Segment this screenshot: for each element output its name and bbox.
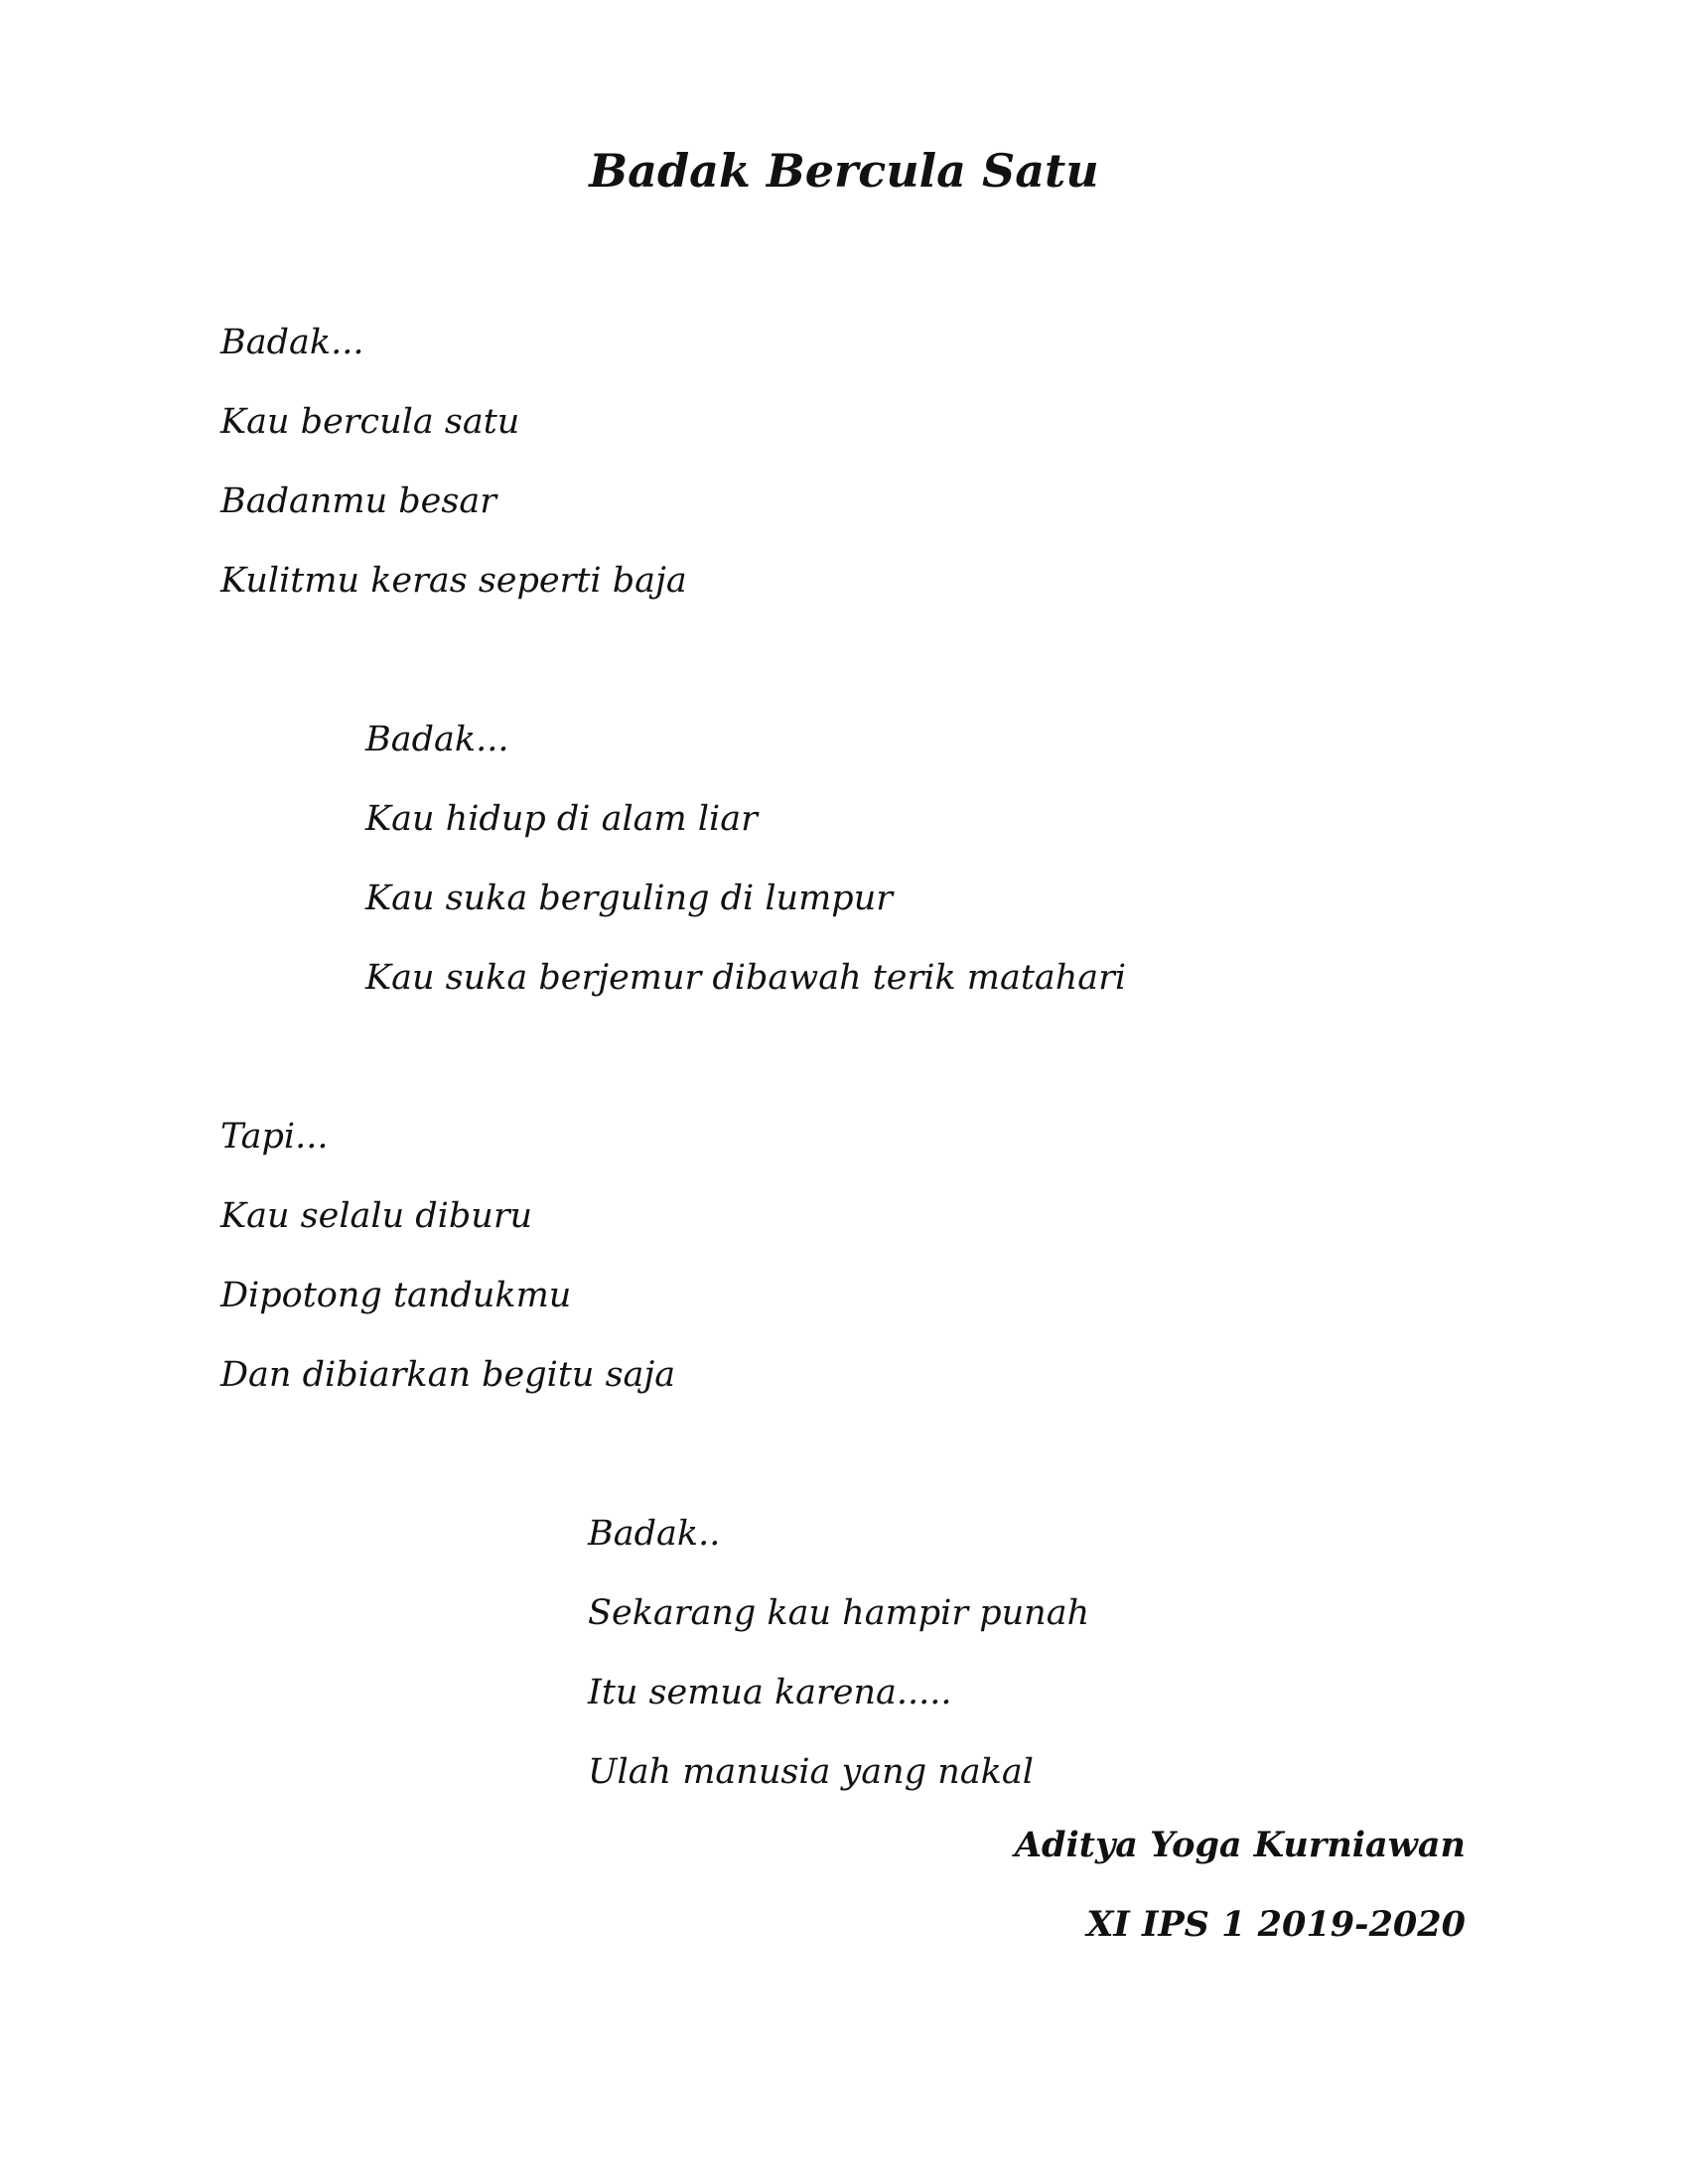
poem-line: Kulitmu keras seperti baja — [220, 561, 687, 601]
poem-line: Tapi... — [220, 1117, 329, 1157]
poem-line: Kau suka berjemur dibawah terik matahari — [365, 958, 1127, 998]
poem-line: Kau bercula satu — [220, 402, 520, 442]
poem-line: Badak... — [220, 323, 364, 362]
class-year: XI IPS 1 2019-2020 — [1086, 1904, 1466, 1945]
poem-line: Kau suka berguling di lumpur — [365, 879, 893, 918]
poem-line: Badak... — [365, 720, 509, 759]
poem-line: Dipotong tandukmu — [220, 1276, 572, 1315]
stanza-1 — [220, 303, 687, 620]
stanza-3 — [220, 1097, 675, 1415]
poem-line: Sekarang kau hampir punah — [588, 1593, 1090, 1633]
poem-title: Badak Bercula Satu — [589, 144, 1099, 198]
poem-line: Kau selalu diburu — [220, 1196, 533, 1236]
poem-line: Ulah manusia yang nakal — [588, 1752, 1034, 1792]
poem-line: Kau hidup di alam liar — [365, 799, 758, 839]
author-name: Aditya Yoga Kurniawan — [1014, 1825, 1466, 1865]
poem-line: Badak.. — [588, 1514, 721, 1554]
poem-line: Dan dibiarkan begitu saja — [220, 1355, 676, 1395]
stanza-4 — [588, 1494, 1089, 1812]
stanza-2 — [365, 700, 1126, 1018]
poem-line: Badanmu besar — [220, 481, 496, 521]
poem-line: Itu semua karena..... — [588, 1673, 952, 1712]
